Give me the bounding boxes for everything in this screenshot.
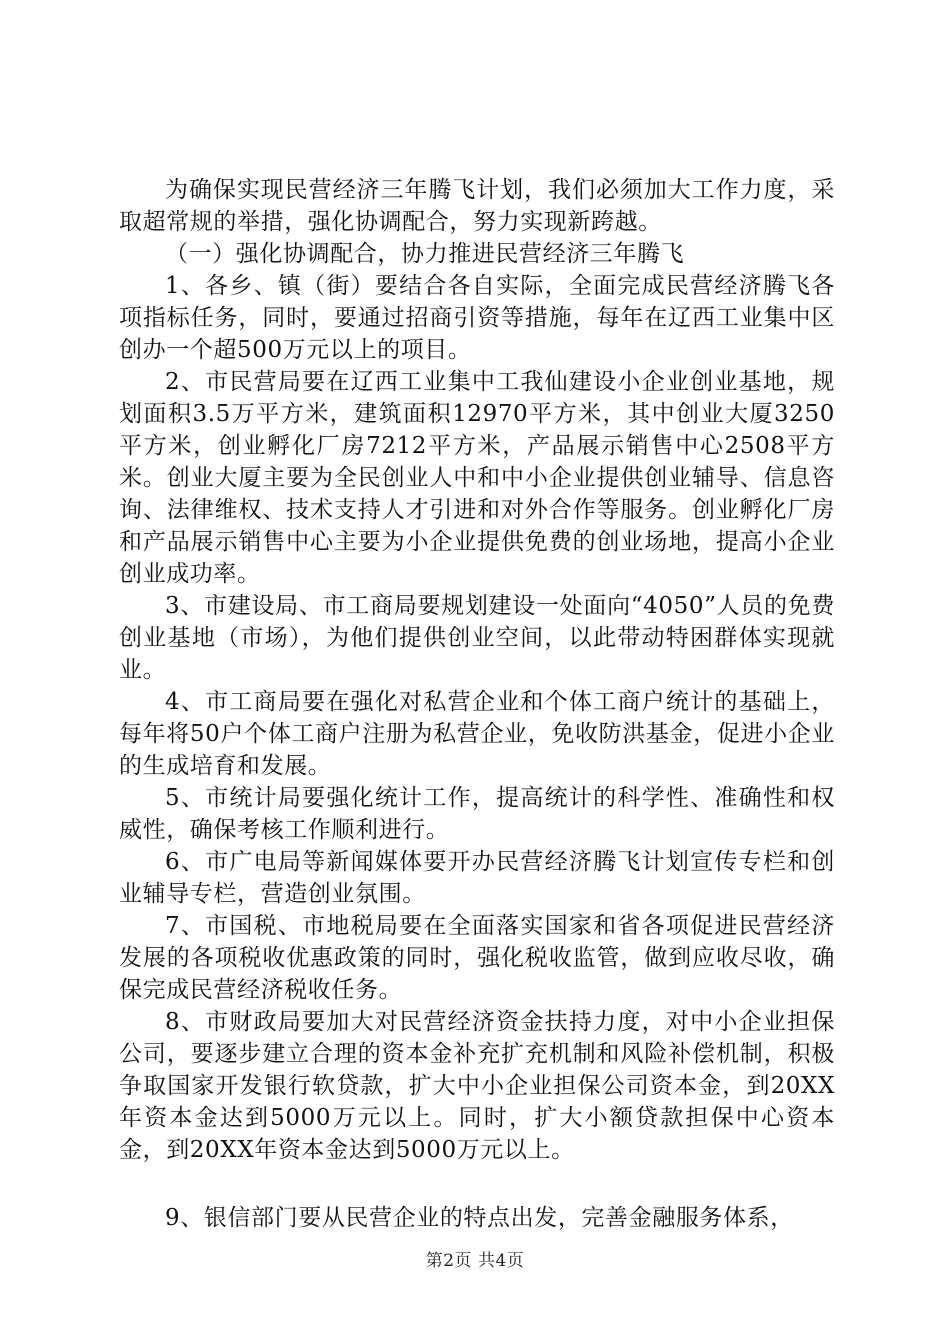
section-heading: （一）强化协调配合，协力推进民营经济三年腾飞 — [165, 241, 685, 267]
item-paragraph-4: 4、市工商局要在强化对私营企业和个体工商户统计的基础上，每年将50户个体工商户注册为私营企业，免收防洪基金，促进小企业的生成培育和发展。 — [119, 689, 835, 779]
intro-paragraph: 为确保实现民营经济三年腾飞计划，我们必须加大工作力度，采取超常规的举措，强化协调配合，努力实现新跨越。 — [119, 177, 835, 235]
item-paragraph-9: 9、银信部门要从民营企业的特点出发，完善金融服务体系， — [165, 1205, 794, 1231]
page-number-footer: 第2页 共4页 — [425, 1251, 525, 1271]
item-paragraph-6: 6、市广电局等新闻媒体要开办民营经济腾飞计划宣传专栏和创业辅导专栏，营造创业氛围。 — [119, 849, 835, 907]
item-paragraph-1: 1、各乡、镇（街）要结合各自实际，全面完成民营经济腾飞各项指标任务，同时，要通过招商引资等措施，每年在辽西工业集中区创办一个超500万元以上的项目。 — [119, 273, 835, 363]
document-body — [119, 174, 835, 1234]
item-paragraph-2: 2、市民营局要在辽西工业集中工我仙建设小企业创业基地，规划面积3.5万平方米，建筑面积12970平方米，其中创业大厦3250平方米，创业孵化厂房7212平方米，产品展示销售中心2508平方米。创业大厦主要为全民创业人中和中小企业提供创业辅导、信息咨询、法律维权、技术支持人才引进和对外合作等服务。创业孵化厂房和产品展示销售中心主要为小企业提供免费的创业场地，提高小企业创业成功率。 — [119, 369, 835, 587]
paragraph-gap — [119, 1166, 835, 1202]
item-paragraph-5: 5、市统计局要强化统计工作，提高统计的科学性、准确性和权威性，确保考核工作顺利进行。 — [119, 785, 835, 843]
item-paragraph-3: 3、市建设局、市工商局要规划建设一处面向“4050”人员的免费创业基地（市场），为他们提供创业空间，以此带动特困群体实现就业。 — [119, 593, 835, 683]
item-paragraph-7: 7、市国税、市地税局要在全面落实国家和省各项促进民营经济发展的各项税收优惠政策的同时，强化税收监管，做到应收尽收，确保完成民营经济税收任务。 — [119, 913, 835, 1003]
item-paragraph-8: 8、市财政局要加大对民营经济资金扶持力度，对中小企业担保公司，要逐步建立合理的资本金补充扩充机制和风险补偿机制，积极争取国家开发银行软贷款，扩大中小企业担保公司资本金，到20XX年资本金达到5000万元以上。同时，扩大小额贷款担保中心资本金，到20XX年资本金达到5000万元以上。 — [119, 1009, 835, 1163]
